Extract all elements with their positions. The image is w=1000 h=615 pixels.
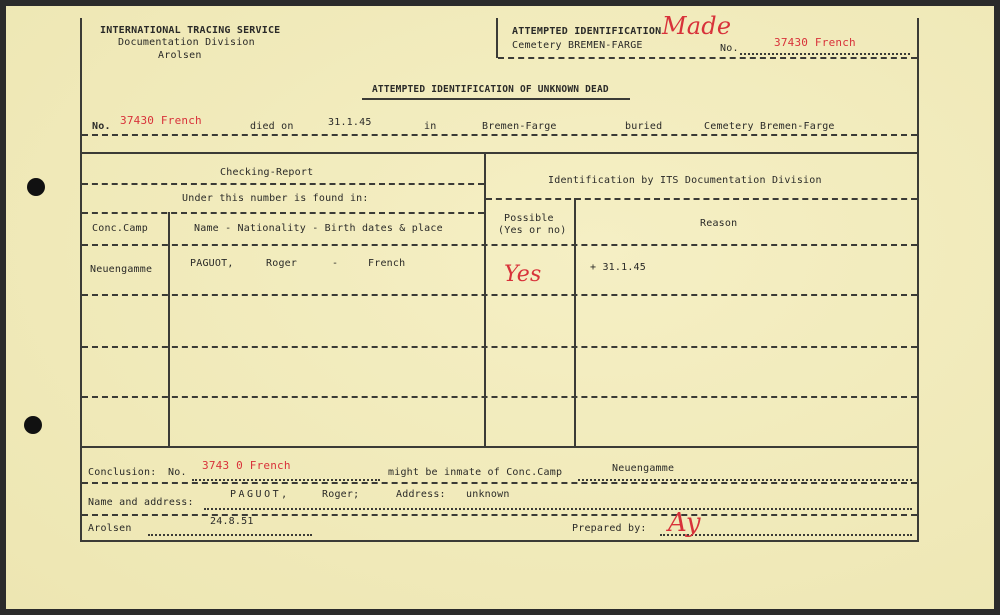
signature: Ay (668, 508, 701, 538)
table-bottom-line (80, 446, 919, 448)
checking-underline (82, 183, 484, 185)
under-number-label: Under this number is found in: (182, 193, 369, 204)
right-header-line (486, 198, 917, 200)
row-surname: PAGUOT, (190, 258, 234, 269)
header-no-dots (740, 53, 910, 55)
left-header-line (82, 212, 484, 214)
row-nationality: French (368, 258, 406, 269)
org-line-1: INTERNATIONAL TRACING SERVICE (100, 25, 281, 36)
header-no-value: 37430 French (774, 36, 856, 49)
punch-hole-bottom (24, 416, 42, 434)
name-address-underline (82, 514, 917, 516)
record-no-label: No. (92, 121, 111, 132)
org-line-2: Documentation Division (118, 37, 255, 48)
death-place: Bremen-Farge (482, 121, 557, 132)
address-label: Address: (396, 489, 446, 500)
name-address-dots (204, 508, 912, 510)
record-underline (82, 134, 917, 136)
col-camp-divider (168, 212, 170, 446)
in-label: in (424, 121, 437, 132)
col-possible-header-1: Possible (504, 213, 554, 224)
conclusion-camp-dots (578, 479, 912, 481)
died-on-label: died on (250, 121, 294, 132)
row-camp: Neuengamme (90, 264, 153, 275)
left-border (80, 18, 82, 540)
row-line-1 (82, 294, 917, 296)
checking-report-label: Checking-Report (220, 167, 314, 178)
buried-label: buried (625, 121, 663, 132)
row-reason: + 31.1.45 (590, 262, 646, 273)
row-line-2 (82, 346, 917, 348)
col-name-header: Name - Nationality - Birth dates & place (194, 223, 443, 234)
table-mid-divider (484, 152, 486, 446)
identification-label: Identification by ITS Documentation Division (548, 175, 822, 186)
header-no-label: No. (720, 43, 739, 54)
died-on-value: 31.1.45 (328, 117, 372, 128)
header-divider (496, 18, 498, 58)
punch-hole-top (27, 178, 45, 196)
buried-cemetery: Cemetery Bremen-Farge (704, 121, 835, 132)
header-underline (498, 57, 917, 59)
row-firstname: Roger (266, 258, 298, 269)
conclusion-no-label: No. (168, 467, 187, 478)
prepared-by-label: Prepared by: (572, 523, 647, 534)
col-possible-divider (574, 198, 576, 446)
attempted-result: Made (662, 12, 732, 40)
record-no-value: 37430 French (120, 114, 202, 127)
row-line-3 (82, 396, 917, 398)
footer-date: 24.8.51 (210, 516, 254, 527)
row-dash: - (332, 258, 339, 269)
tracing-card (6, 6, 994, 609)
conclusion-underline (82, 482, 917, 484)
col-reason-header: Reason (700, 218, 738, 229)
right-border (917, 18, 919, 540)
conclusion-camp: Neuengamme (612, 463, 675, 474)
conclusion-label: Conclusion: (88, 467, 157, 478)
table-top-line (80, 152, 919, 154)
page-title: ATTEMPTED IDENTIFICATION OF UNKNOWN DEAD (372, 84, 609, 95)
card-bottom-line (80, 540, 919, 542)
footer-place: Arolsen (88, 523, 132, 534)
address-value: unknown (466, 489, 510, 500)
org-line-3: Arolsen (158, 50, 202, 61)
cemetery-label: Cemetery BREMEN-FARGE (512, 40, 643, 51)
attempted-label: ATTEMPTED IDENTIFICATION (512, 26, 662, 37)
col-camp-header: Conc.Camp (92, 223, 148, 234)
name-firstname: Roger; (322, 489, 360, 500)
name-surname: PAGUOT, (230, 489, 290, 500)
column-header-line (82, 244, 917, 246)
conclusion-no-dots (192, 479, 380, 481)
title-underline (362, 98, 630, 100)
row-possible: Yes (504, 262, 542, 287)
might-be-label: might be inmate of Conc.Camp (388, 467, 563, 478)
name-address-label: Name and address: (88, 497, 194, 508)
footer-date-dots (148, 534, 312, 536)
col-possible-header-2: (Yes or no) (498, 225, 567, 236)
conclusion-no-value: 3743 0 French (202, 459, 291, 472)
